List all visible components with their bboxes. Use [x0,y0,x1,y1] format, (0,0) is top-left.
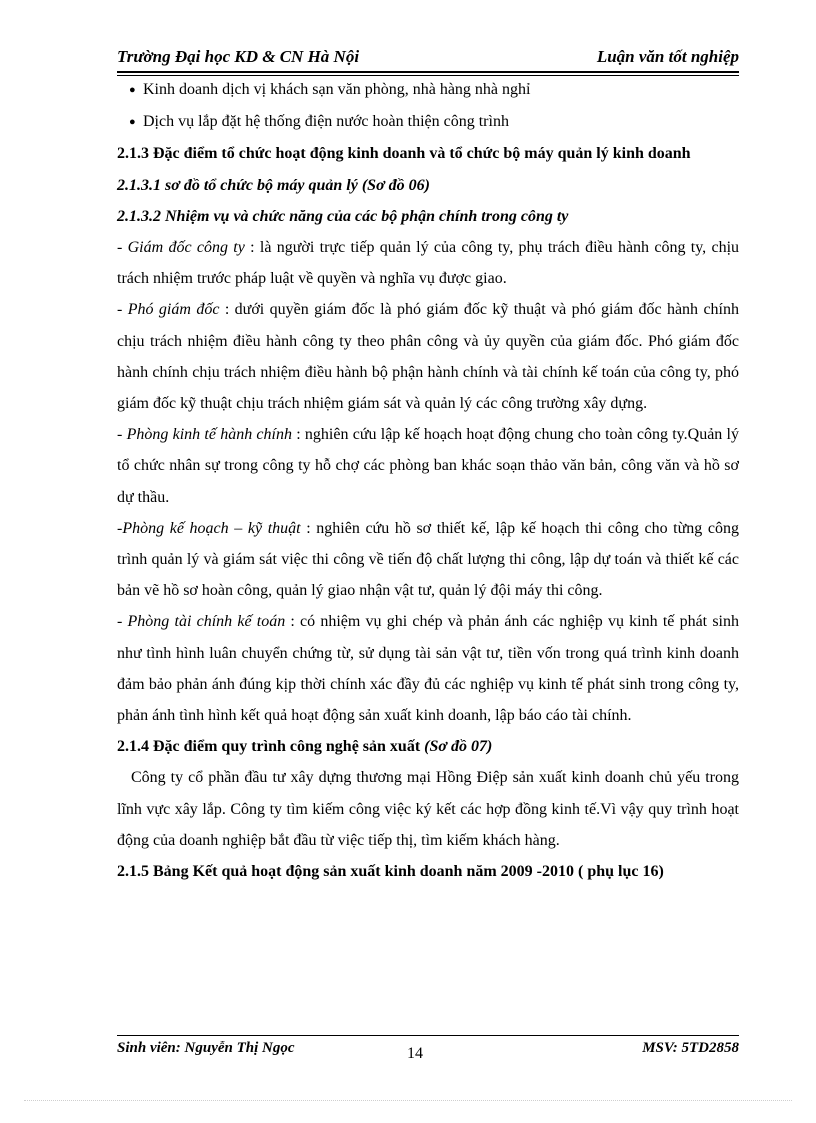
page-bottom-divider [24,1100,792,1101]
page-number: 14 [407,1045,423,1062]
footer-rule [117,1035,739,1036]
duty-label: - Phó giám đốc [117,301,220,319]
duty-item-deputy-director [117,294,739,419]
bullet-text: Kinh doanh dịch vị khách sạn văn phòng, nhà hàng nhà nghỉ [143,81,531,98]
duty-item-finance-accounting [117,606,739,731]
header-university: Trường Đại học KD & CN Hà Nội [117,47,360,66]
duty-label: - Phòng tài chính kế toán [117,613,286,631]
heading-text: 2.1.4 Đặc điểm quy trình công nghệ sản xuất [117,738,421,756]
bullet-icon: ● [129,116,136,129]
header-thesis-title: Luận văn tốt nghiệp [596,47,739,66]
duty-label: - Giám đốc công ty [117,239,245,257]
paragraph-2-1-4: Công ty cổ phần đầu tư xây dựng thương mại Hồng Điệp sản xuất kinh doanh chủ yếu trong lĩnh vực xây lắp. Công ty tìm kiếm công việc ký kết các hợp đồng kinh tế.Vì vậy quy trình hoạt động của doanh nghiệp bắt đầu từ việc tiếp thị, tìm kiếm khách hàng. [117,769,739,849]
duty-text: : có nhiệm vụ ghi chép và phản ánh các nghiệp vụ kinh tế phát sinh như tình hình luân chuyển chứng từ, sử dụng tài sản vật tư, tiền vốn trong quá trình kinh doanh đảm bảo phản ánh đúng kịp thời chính xác đầy đủ các nghiệp vụ kinh tế phát sinh trong công ty, phản ánh tình hình kết quả hoạt động sản xuất kinh doanh, lập báo cáo tài chính. [117,613,739,725]
duty-text: : nghiên cứu lập kế hoạch hoạt động chung cho toàn công ty.Quản lý tổ chức nhân sự trong công ty hỗ chợ các phòng ban khác soạn thảo văn bản, công văn và hồ sơ dự thầu. [117,426,739,506]
heading-2-1-4 [117,731,739,762]
footer-student: Sinh viên: Nguyễn Thị Ngọc [117,1040,295,1056]
footer-student-id: MSV: 5TD2858 [642,1040,739,1056]
duty-text: : dưới quyền giám đốc là phó giám đốc kỹ thuật và phó giám đốc hành chính chịu trách nhiệm điều hành công ty theo phân công và ủy quyền của giám đốc. Phó giám đốc hành chính chịu trách nhiệm điều hành bộ phận hành chính và tài chính kế toán của công ty, phó giám đốc kỹ thuật chịu trách nhiệm giám sát và quản lý các công trường xây dựng. [117,301,739,413]
heading-2-1-3: 2.1.3 Đặc điểm tổ chức hoạt động kinh doanh và tổ chức bộ máy quản lý kinh doanh [117,145,691,163]
bullet-item [117,106,739,138]
bullet-item [117,74,739,106]
bullet-icon: ● [129,84,136,96]
duty-item-planning-technical [117,513,739,607]
page-content [117,74,739,887]
duty-label: - Phòng kinh tế hành chính [117,426,292,444]
duty-label: -Phòng kế hoạch – kỹ thuật [117,519,301,537]
duty-item-director [117,232,739,294]
duty-item-economic-admin [117,419,739,513]
duty-text: : là người trực tiếp quản lý của công ty, phụ trách điều hành công ty, chịu trách nhiệm trước pháp luật về quyền và nghĩa vụ được giao. [117,239,740,288]
subheading-2-1-3-1: 2.1.3.1 sơ đồ tổ chức bộ máy quản lý (Sơ đồ 06) [117,176,430,194]
duty-text: : nghiên cứu hồ sơ thiết kế, lập kế hoạch thi công cho từng công trình quản lý và giám sát việc thi công về tiến độ chất lượng thi công, lập dự toán và thiết kế các bản vẽ hồ sơ hoàn công, quản lý giao nhận vật tư, quản lý đội máy thi công. [117,519,740,600]
heading-reference: (Sơ đồ 07) [424,738,493,756]
heading-2-1-5: 2.1.5 Bảng Kết quả hoạt động sản xuất kinh doanh năm 2009 -2010 ( phụ lục 16) [117,863,664,881]
subheading-2-1-3-2: 2.1.3.2 Nhiệm vụ và chức năng của các bộ phận chính trong công ty [117,207,569,225]
bullet-text: Dịch vụ lắp đặt hệ thống điện nước hoàn thiện công trình [143,113,509,131]
